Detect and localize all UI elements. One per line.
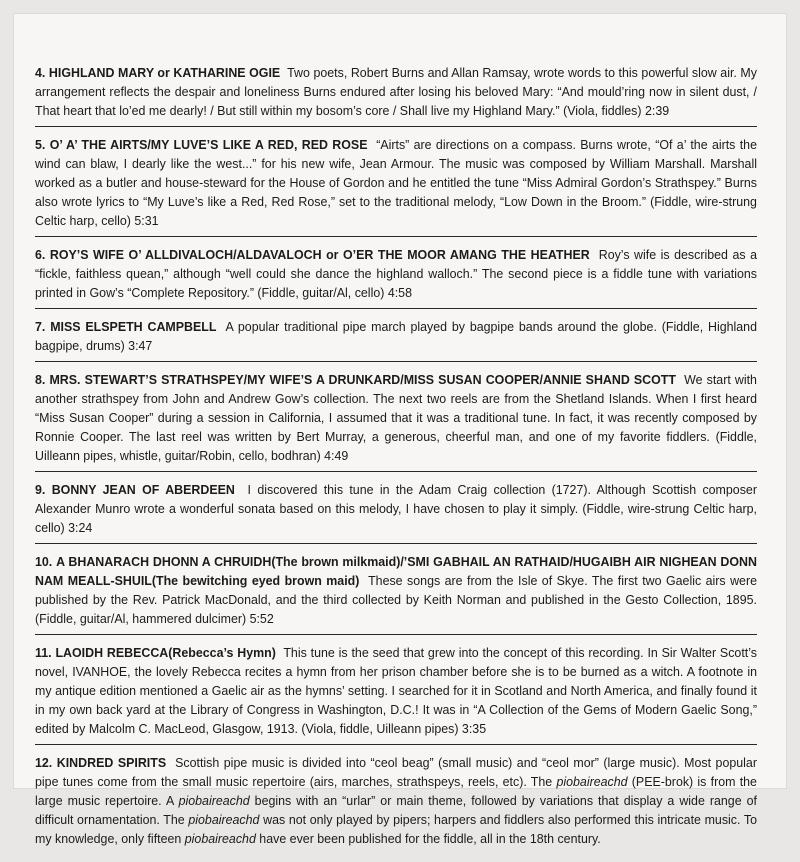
emphasized-term: piobaireachd (184, 831, 256, 846)
track-title: BONNY JEAN OF ABERDEEN (51, 482, 235, 497)
description-text: Scottish pipe music is divided into “ceol beag” (small music) and “ceol mor” (large music). Most popular pipe tunes come from the small music repertoire (airs, marches, strathspeys, reels, etc). The (35, 755, 757, 789)
track-note-9 (35, 480, 757, 544)
track-number: 7. (35, 319, 46, 334)
track-description: A popular traditional pipe march played by bagpipe bands around the globe. (Fiddle, Highland bagpipe, drums) 3:47 (35, 319, 757, 353)
liner-notes-page (14, 14, 786, 846)
track-notes-list (35, 63, 757, 862)
track-description: This tune is the seed that grew into the concept of this recording. In Sir Walter Scott’s novel, IVANHOE, the lovely Rebecca recites a hymn from her prison chamber before she is to be burned as a witch. A footnote in my antique edition mentioned a Gaelic air as the hymns’ setting. I searched for it in Scotland and North America, and finally found it in my own back yard at the Library of Congress in Washington, D.C.! It was in “A Collection of the Gems of Modern Gaelic Song,” edited by Malcolm C. MacLeod, Glasgow, 1913. (Viola, fiddle, Uilleann pipes) 3:35 (35, 645, 757, 736)
track-number: 11. (35, 645, 52, 660)
track-number: 12. (35, 755, 53, 770)
track-number: 4. (35, 65, 46, 80)
track-note-10 (35, 552, 757, 635)
track-title: A BHANARACH DHONN A CHRUIDH(The brown milkmaid)/’SMI GABHAIL AN RATHAID/HUGAIBH AIR NIGHEAN DONN NAM MEALL-SHUIL(The bewitching eyed brown maid) (35, 554, 757, 588)
emphasized-term: piobaireachd (178, 793, 250, 808)
description-text: (PEE-brok) is from the large music repertoire. A (35, 774, 757, 808)
track-note-4 (35, 63, 757, 127)
track-description: Roy’s wife is described as a “fickle, faithless quean,” although “well could she dance the highland walloch.” The second piece is a fiddle tune with variations printed in Gow’s “Complete Repository.” (Fiddle, guitar/Al, cello) 4:58 (35, 247, 757, 300)
track-note-12 (35, 753, 757, 854)
description-text: begins with an “urlar” or main theme, followed by variations that display a wide range of difficult ornamentation. The (35, 793, 757, 827)
track-description: I discovered this tune in the Adam Craig collection (1727). Although Scottish composer Alexander Munro wrote a wonderful sonata based on this melody, I have chosen to play it simply. (Fiddle, wire-strung Celtic harp, cello) 3:24 (35, 482, 757, 535)
track-note-5 (35, 135, 757, 237)
track-description: Two poets, Robert Burns and Allan Ramsay, wrote words to this powerful slow air. My arrangement reflects the despair and loneliness Burns endured after losing his beloved Mary: “And mould’ring now in silent dust, / That heart that lo’ed me dearly! / But still within my bosom’s core / Shall live my Highland Mary.” (Viola, fiddles) 2:39 (35, 65, 757, 118)
description-text: was not only played by pipers; harpers and fiddlers also performed this intricate music. To my knowledge, only fifteen (35, 812, 757, 846)
track-title: ROY’S WIFE O’ ALLDIVALOCH/ALDAVALOCH or O’ER THE MOOR AMANG THE HEATHER (49, 247, 590, 262)
track-title: LAOIDH REBECCA(Rebecca’s Hymn) (55, 645, 276, 660)
track-description: These songs are from the Isle of Skye. The first two Gaelic airs were published by the Rev. Patrick MacDonald, and the third collected by Keith Norman and published in the Gesto Collection, 1895. (Fiddle, guitar/Al, hammered dulcimer) 5:52 (35, 573, 757, 626)
track-number: 9. (35, 482, 46, 497)
track-number: 5. (35, 137, 46, 152)
description-text: have ever been published for the fiddle, all in the 18th century. (255, 831, 601, 846)
track-note-7 (35, 317, 757, 362)
emphasized-term: piobaireachd (556, 774, 628, 789)
track-note-11 (35, 643, 757, 745)
track-number: 8. (35, 372, 46, 387)
track-description: We start with another strathspey from John and Andrew Gow’s collection. The next two reels are from the Shetland Islands. When I first heard “Miss Susan Cooper” during a session in California, I assumed that it was a traditional tune. In fact, it was recently composed by Ronnie Cooper. The last reel was written by Bert Murray, a generous, cheerful man, and one of my favorite fiddlers. (Fiddle, Uilleann pipes, whistle, guitar/Robin, cello, bodhran) 4:49 (35, 372, 757, 463)
track-number: 10. (35, 554, 53, 569)
emphasized-term: piobaireachd (188, 812, 260, 827)
track-description: “Airts” are directions on a compass. Burns wrote, “Of a’ the airts the wind can blaw, I dearly like the west...” for his new wife, Jean Armour. The music was composed by William Marshall. Marshall worked as a butler and house-steward for the House of Gordon and he entitled the tune “Miss Admiral Gordon’s Strathspey.” Burns also wrote lyrics to “My Luve’s like a Red, Red Rose,” set to the traditional melody, “Low Down in the Broom.” (Fiddle, wire-strung Celtic harp, cello) 5:31 (35, 137, 757, 228)
track-title: HIGHLAND MARY or KATHARINE OGIE (48, 65, 281, 80)
track-note-6 (35, 245, 757, 309)
track-title: MISS ELSPETH CAMPBELL (50, 319, 217, 334)
track-title: KINDRED SPIRITS (56, 755, 167, 770)
track-number: 6. (35, 247, 46, 262)
track-title: MRS. STEWART’S STRATHSPEY/MY WIFE’S A DRUNKARD/MISS SUSAN COOPER/ANNIE SHAND SCOTT (49, 372, 676, 387)
track-title: O’ A’ THE AIRTS/MY LUVE’S LIKE A RED, RED ROSE (49, 137, 368, 152)
track-note-8 (35, 370, 757, 472)
